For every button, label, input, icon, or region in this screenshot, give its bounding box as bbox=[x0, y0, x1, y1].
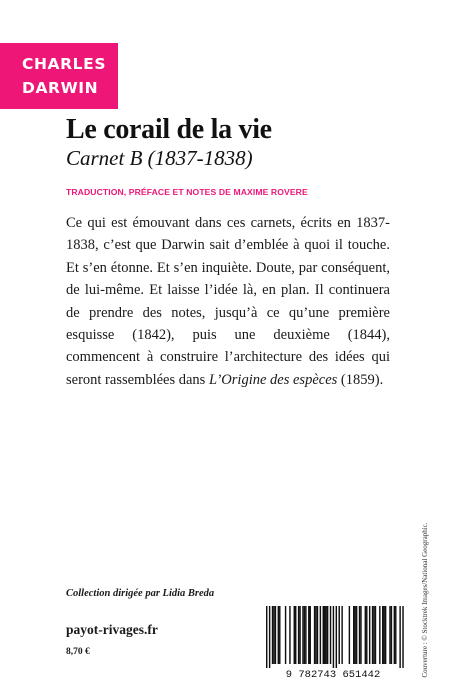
barcode-bar bbox=[298, 606, 299, 664]
barcode-bar bbox=[295, 606, 296, 664]
collection-editor: Collection dirigée par Lidia Breda bbox=[66, 588, 215, 599]
barcode-bar bbox=[302, 606, 303, 664]
barcode-bar bbox=[402, 606, 403, 668]
barcode-bar bbox=[394, 606, 395, 664]
barcode-bar bbox=[275, 606, 276, 664]
barcode-bar bbox=[333, 606, 334, 668]
barcode-bar bbox=[385, 606, 386, 664]
barcode-bar bbox=[391, 606, 392, 664]
barcode-bar bbox=[336, 606, 337, 668]
barcode-bar bbox=[317, 606, 318, 664]
barcode-bar bbox=[272, 606, 273, 664]
cover-photo-credit-text: Couverture : © Stocktrek Images/National Geographic. bbox=[421, 522, 429, 678]
barcode-bar bbox=[279, 606, 280, 664]
barcode-bar bbox=[341, 606, 342, 664]
barcode-bar bbox=[324, 606, 325, 664]
barcode-bar bbox=[278, 606, 279, 664]
barcode-bar bbox=[314, 606, 315, 664]
barcode-bar bbox=[325, 606, 326, 664]
book-subtitle: Carnet B (1837-1838) bbox=[66, 146, 253, 170]
barcode-bar bbox=[349, 606, 350, 664]
blurb-work-title: L’Origine des espèces bbox=[208, 371, 338, 388]
barcode-number: 9 782743 651442 bbox=[285, 669, 381, 680]
book-title: Le corail de la vie bbox=[66, 114, 272, 145]
barcode-bar bbox=[304, 606, 305, 664]
barcode-bar bbox=[299, 606, 300, 664]
barcode-bar bbox=[269, 606, 270, 668]
publisher-website: payot-rivages.fr bbox=[66, 622, 158, 637]
barcode-bar bbox=[305, 606, 306, 664]
cover-photo-credit bbox=[418, 522, 432, 678]
back-cover-blurb bbox=[66, 212, 390, 391]
barcode-bar bbox=[310, 606, 311, 664]
author-first-name: CHARLES bbox=[22, 55, 107, 73]
barcode-bar bbox=[369, 606, 370, 664]
author-last-name: DARWIN bbox=[22, 79, 99, 97]
translation-credits: TRADUCTION, PRÉFACE ET NOTES DE MAXIME ROVERE bbox=[66, 187, 308, 197]
author-banner bbox=[0, 43, 118, 109]
blurb-text: Ce qui est émouvant dans ces carnets, écrits en 1837-1838, c’est que Darwin sait d’emblée à quoi il touche. Et s’en étonne. Et s’en inquiète. Doute, par conséquent, de lui-même. Et laisse l’idée là, en plan. Il continuera de prendre des notes, jusqu’à ce qu’une première esquisse (1842), puis une deuxième (1844), commencent à construire l’architecture des idées qui seront rassemblées dans bbox=[66, 215, 390, 388]
barcode-bar bbox=[323, 606, 324, 664]
barcode-bar bbox=[365, 606, 366, 664]
barcode-bar bbox=[379, 606, 380, 664]
price: 8,70 € bbox=[66, 647, 90, 657]
barcode-bar bbox=[308, 606, 309, 664]
barcode-bar bbox=[399, 606, 400, 668]
barcode-bar bbox=[356, 606, 357, 664]
barcode-bar bbox=[320, 606, 321, 664]
barcode-bar bbox=[330, 606, 331, 664]
blurb-text-end: (1859). bbox=[337, 371, 384, 388]
barcode-bar bbox=[366, 606, 367, 664]
barcode-bar bbox=[375, 606, 376, 664]
barcode-bar bbox=[382, 606, 383, 664]
barcode-bar bbox=[383, 606, 384, 664]
barcode-bar bbox=[353, 606, 354, 664]
barcode-bar bbox=[289, 606, 290, 664]
barcode-bar bbox=[373, 606, 374, 664]
barcode-bar bbox=[273, 606, 274, 664]
barcode-bar bbox=[359, 606, 360, 664]
barcode-bar bbox=[395, 606, 396, 664]
barcode-bar bbox=[266, 606, 267, 668]
barcode-bar bbox=[294, 606, 295, 664]
barcode-bar bbox=[285, 606, 286, 664]
isbn-barcode bbox=[254, 604, 412, 680]
barcode-bar bbox=[327, 606, 328, 664]
barcode-bar bbox=[315, 606, 316, 664]
barcode-bar bbox=[389, 606, 390, 664]
barcode-bar bbox=[360, 606, 361, 664]
barcode-bar bbox=[339, 606, 340, 664]
barcode-bar bbox=[354, 606, 355, 664]
barcode-bar bbox=[372, 606, 373, 664]
